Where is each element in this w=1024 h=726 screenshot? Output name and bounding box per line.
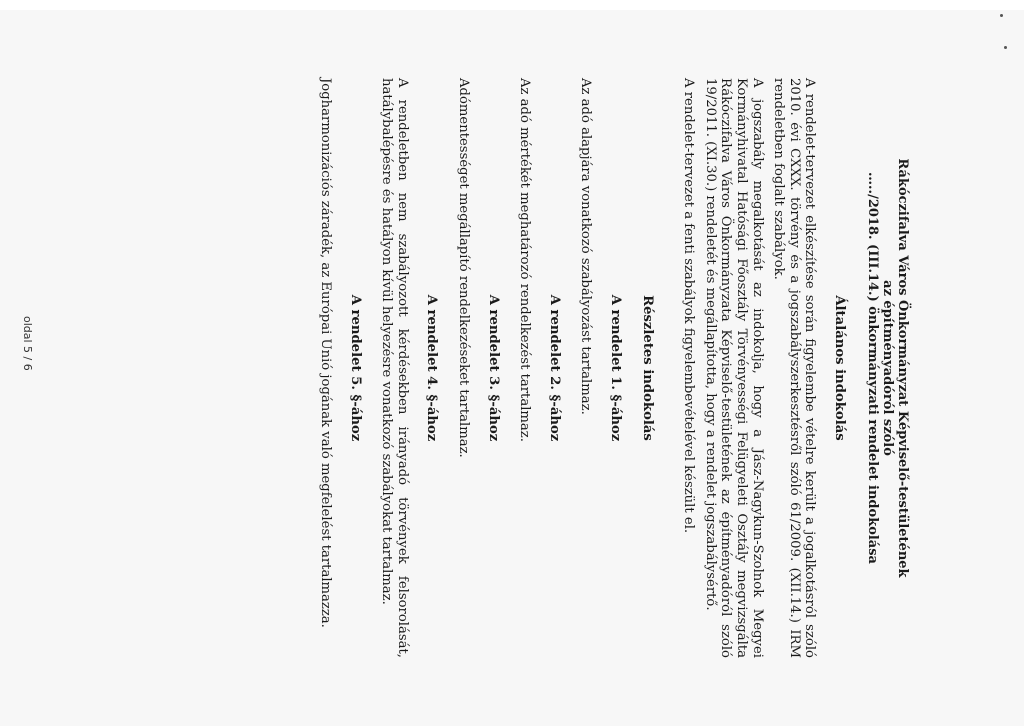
- document-body: [210, 78, 910, 658]
- section-5-text: Jogharmonizációs záradék, az Európai Unió jogának való megfelelést tartalmazza.: [318, 78, 334, 628]
- section-4-text: A rendeletben nem szabályozott kérdésekben irányadó törvények felsorolását, hatálybalépésre és hatályon kívül helyezésre vonatkozó szabályokat tartalmaz.: [379, 78, 410, 658]
- scan-speck: [1004, 46, 1007, 49]
- section-2-title: A rendelet 2. §-ához: [546, 294, 562, 442]
- general-section-title: Általános indokolás: [832, 295, 847, 441]
- section-2-text: Az adó mértékét meghatározó rendelkezést tartalmaz.: [517, 78, 533, 442]
- section-4-title: A rendelet 4. §-ához: [424, 294, 440, 442]
- page-number: oldal 5 / 6: [21, 316, 34, 371]
- section-5-title: A rendelet 5. §-ához: [347, 294, 363, 442]
- detailed-section-title: Részletes indokolás: [639, 295, 655, 441]
- scan-speck: [1000, 14, 1003, 17]
- header-line-2: az építményadóról szóló: [880, 280, 895, 456]
- scan-edge: [0, 0, 1024, 10]
- section-1-title: A rendelet 1. §-ához: [608, 294, 624, 442]
- section-3-text: Adómentességet megállapító rendelkezéseket tartalmaz.: [456, 78, 472, 458]
- document-header: [865, 78, 910, 658]
- header-line-3: …../2018. (III.14.) önkormányzati rendelet indokolása: [865, 172, 880, 564]
- general-paragraph-3: A rendelet-tervezet a fenti szabályok figyelembevételével készült el.: [681, 78, 697, 534]
- header-line-1: Rákóczifalva Város Önkormányzat Képviselő-testületének: [895, 158, 910, 578]
- general-paragraph-1: A rendelet-tervezet elkészítése során figyelembe vételre került a jogalkotásról szóló 2010. évi CXXX. törvény és a jogszabályszerkesztésről szóló 61/2009. (XII.14.) IRM rendeletben foglalt szabályok.: [771, 78, 818, 658]
- section-3-title: A rendelet 3. §-ához: [485, 294, 501, 442]
- section-1-text: Az adó alapjára vonatkozó szabályozást tartalmaz.: [578, 78, 594, 415]
- general-paragraph-2: A jogszabály megalkotását az indokolja, hogy a Jász-Nagykun-Szolnok Megyei Kormányhivatal Hatósági Főosztály Törvényességi Felügyeleti Osztály megvizsgálta Rákóczifalva Város Önkormányzata Képviselő-testületének az építményadóról szóló 19/2011. (XI.30.) rendeletét és megállapította, hogy a rendelet jogszabálysértő.: [702, 78, 765, 658]
